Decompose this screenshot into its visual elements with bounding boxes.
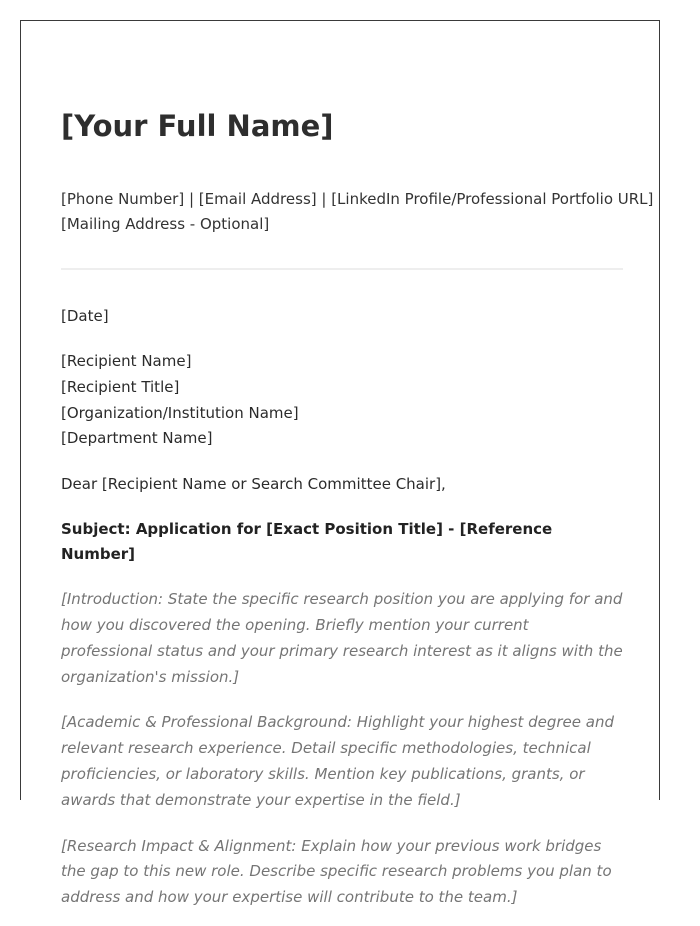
background-paragraph: [Academic & Professional Background: Highlight your highest degree and relevant research experience. Detail specific methodologies, technical proficiencies, or laboratory skills. Mention key publications, grants, or awards that demonstrate your expertise in the field.] xyxy=(61,713,614,809)
impact-paragraph: [Research Impact & Alignment: Explain how your previous work bridges the gap to this new role. Describe specific research problems you plan to address and how your expertise will contribute to the team.] xyxy=(61,836,612,907)
recipient-block xyxy=(61,349,623,452)
subject-line: Subject: Application for [Exact Position Title] - [Reference Number] xyxy=(61,520,553,564)
letter-content xyxy=(61,109,654,926)
mailing-address: [Mailing Address - Optional] xyxy=(61,215,270,233)
introduction-paragraph: [Introduction: State the specific research position you are applying for and how you discovered the opening. Briefly mention your current professional status and your primary research interest as it aligns with the organization's mission.] xyxy=(61,590,623,686)
header-divider xyxy=(61,268,623,270)
department-name: [Department Name] xyxy=(61,429,213,448)
salutation: Dear [Recipient Name or Search Committee Chair], xyxy=(61,475,446,494)
applicant-name: [Your Full Name] xyxy=(61,109,334,143)
contact-info xyxy=(61,187,654,237)
recipient-title: [Recipient Title] xyxy=(61,377,180,396)
organization-name: [Organization/Institution Name] xyxy=(61,403,299,422)
document-page xyxy=(20,20,660,907)
letter-date: [Date] xyxy=(61,307,109,325)
recipient-name: [Recipient Name] xyxy=(61,352,192,370)
contact-line: [Phone Number] | [Email Address] | [LinkedIn Profile/Professional Portfolio URL] xyxy=(61,190,654,208)
